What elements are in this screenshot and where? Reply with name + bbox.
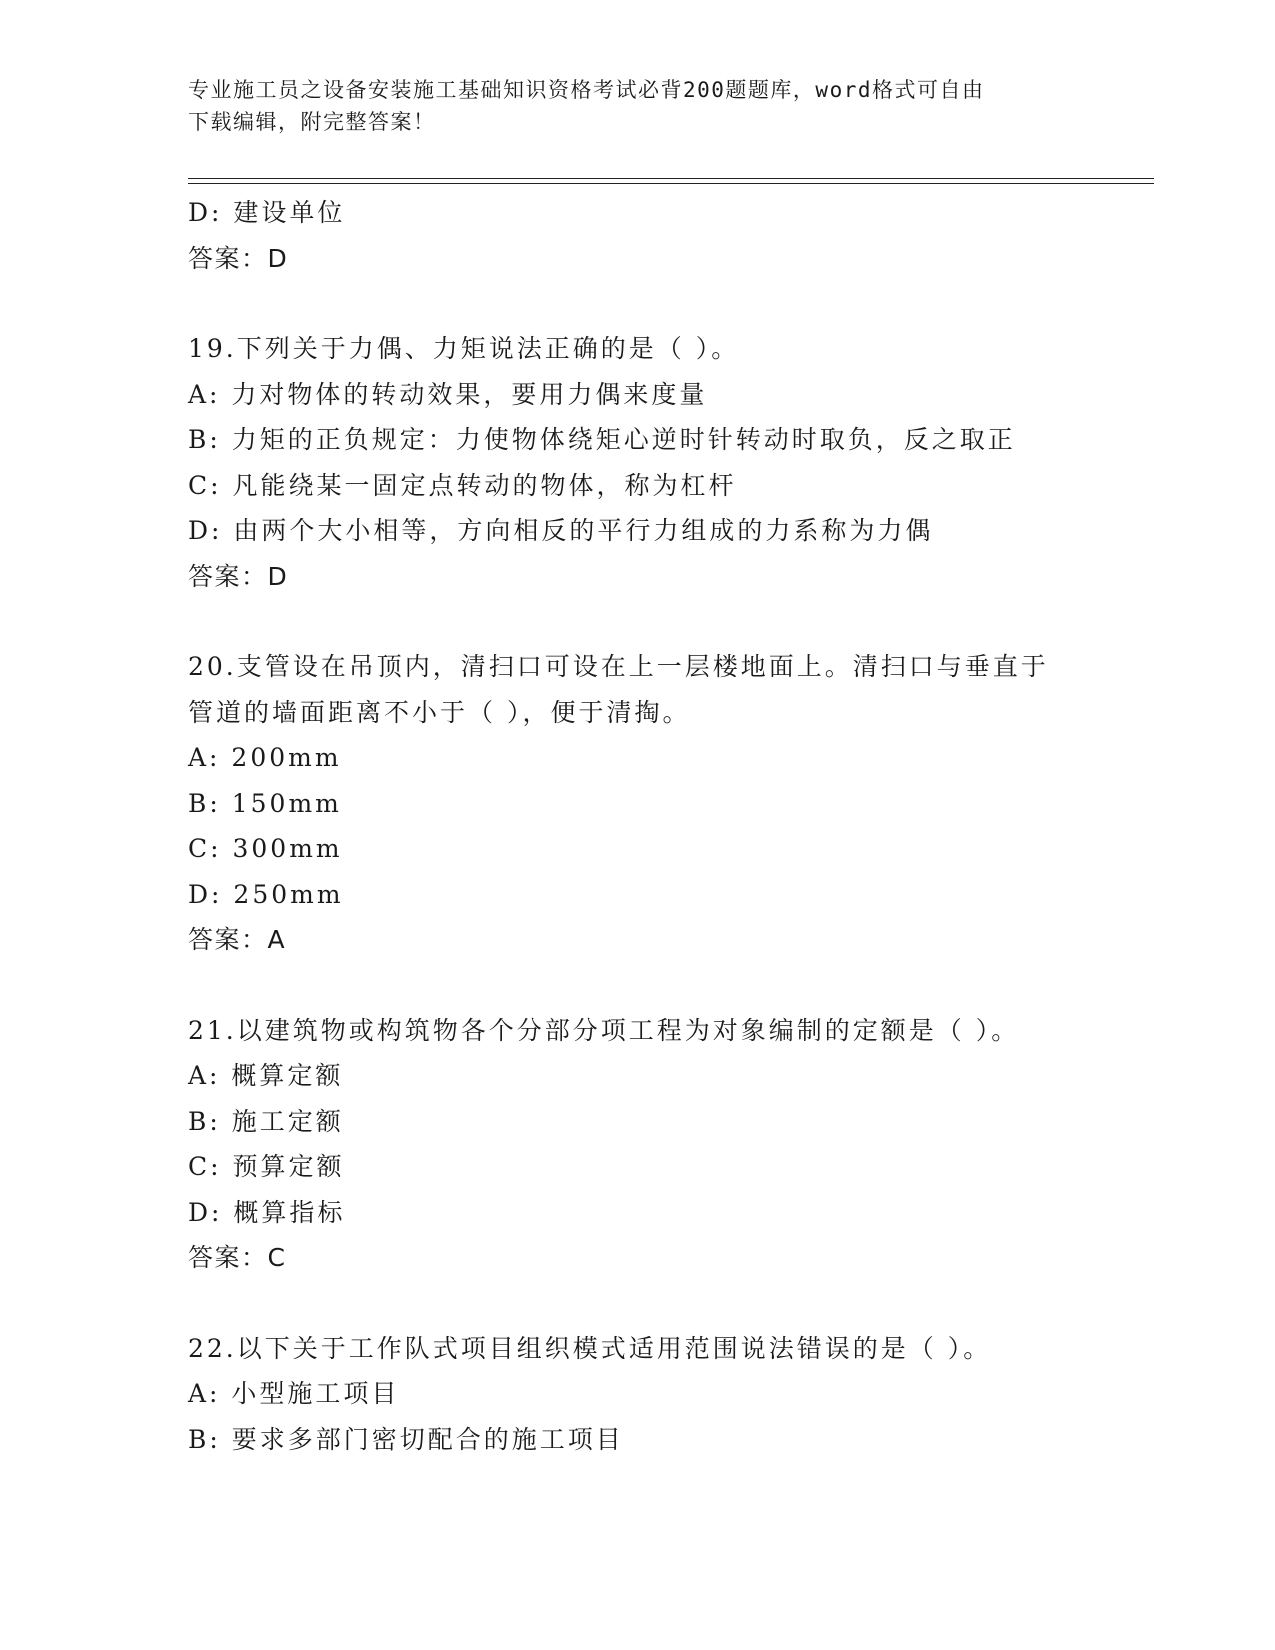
- option-d: D: 250mm: [188, 879, 344, 909]
- question-22: [188, 1326, 1148, 1463]
- option-b: B: 力矩的正负规定：力使物体绕矩心逆时针转动时取负，反之取正: [188, 425, 1016, 454]
- option-c: C: 300mm: [188, 834, 343, 863]
- question-content: [188, 190, 1148, 1462]
- option-b: B: 施工定额: [188, 1106, 344, 1136]
- spacer: [188, 281, 1148, 326]
- spacer: [188, 1281, 1148, 1326]
- option-c: C: 预算定额: [188, 1152, 345, 1181]
- option-a: A: 200mm: [188, 743, 342, 772]
- header-line-2: 下载编辑，附完整答案！: [188, 110, 436, 134]
- header-rule-bottom: [188, 183, 1154, 184]
- prev-option-d: D: 建设单位: [188, 198, 346, 227]
- answer: 答案：C: [188, 1243, 287, 1272]
- spacer: [188, 599, 1148, 644]
- question-stem: 21.以建筑物或构筑物各个分部分项工程为对象编制的定额是（ ）。: [188, 1015, 1020, 1045]
- option-a: A: 概算定额: [188, 1061, 344, 1090]
- question-stem: 20.支管设在吊顶内，清扫口可设在上一层楼地面上。清扫口与垂直于: [188, 652, 1049, 681]
- question-20: [188, 644, 1148, 963]
- option-b: B: 要求多部门密切配合的施工项目: [188, 1424, 624, 1454]
- question-21: [188, 1008, 1148, 1281]
- option-a: A: 小型施工项目: [188, 1379, 400, 1408]
- question-stem: 22.以下关于工作队式项目组织模式适用范围说法错误的是（ ）。: [188, 1333, 992, 1363]
- header-line-1: 专业施工员之设备安装施工基础知识资格考试必背200题题库，word格式可自由: [188, 78, 985, 102]
- option-d: D: 概算指标: [188, 1197, 346, 1227]
- page-header: [188, 74, 1088, 138]
- answer: 答案：A: [188, 925, 287, 954]
- option-c: C: 凡能绕某一固定点转动的物体，称为杠杆: [188, 470, 737, 500]
- header-rule-top: [188, 178, 1154, 179]
- spacer: [188, 963, 1148, 1008]
- prev-answer: 答案：D: [188, 243, 289, 273]
- option-d: D: 由两个大小相等，方向相反的平行力组成的力系称为力偶: [188, 516, 934, 545]
- question-19: [188, 326, 1148, 599]
- option-a: A: 力对物体的转动效果，要用力偶来度量: [188, 379, 708, 409]
- question-stem-continued: 管道的墙面距离不小于（ ），便于清掏。: [188, 697, 691, 727]
- option-b: B: 150mm: [188, 788, 342, 818]
- question-stem: 19.下列关于力偶、力矩说法正确的是（ ）。: [188, 334, 740, 363]
- answer: 答案：D: [188, 561, 289, 591]
